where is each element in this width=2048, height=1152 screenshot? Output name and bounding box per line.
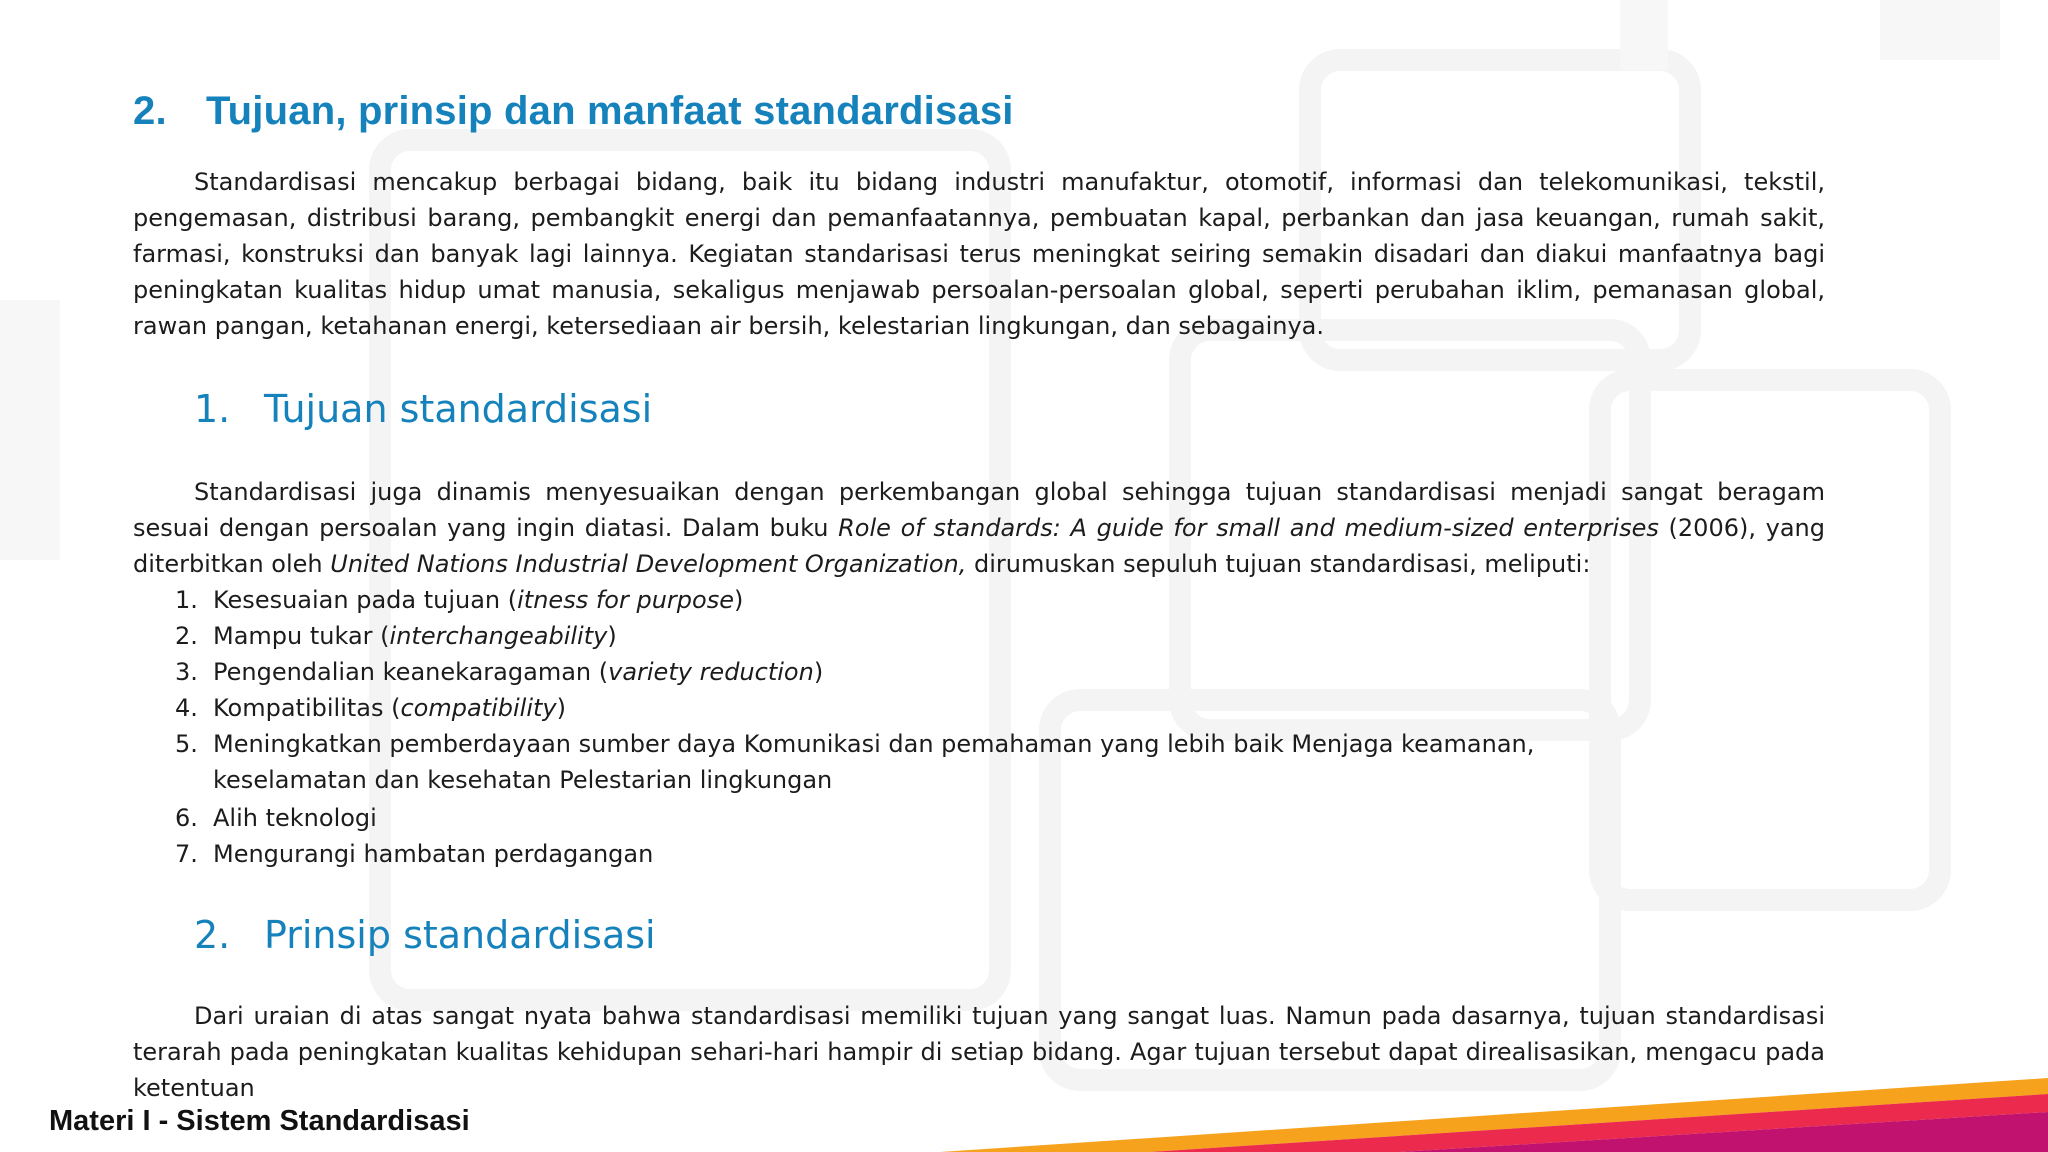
section-title: Tujuan, prinsip dan manfaat standardisasi <box>206 89 1014 133</box>
list-item-number: 7. <box>175 840 198 868</box>
subsection-title: Prinsip standardisasi <box>264 913 656 957</box>
list-item-term: itness for purpose <box>517 586 734 614</box>
goals-paragraph <box>133 474 1825 582</box>
list-item <box>175 726 1825 798</box>
goals-list <box>133 582 1825 872</box>
list-item-text: Meningkatkan pemberdayaan sumber daya Komunikasi dan pemahaman yang lebih baik Menjaga keamanan, keselamatan dan kesehatan Pelestarian lingkungan <box>213 730 1535 794</box>
list-item-number: 4. <box>175 694 198 722</box>
list-item-text <box>213 690 566 726</box>
list-item-term: variety reduction <box>608 658 814 686</box>
document-body <box>133 82 1825 1106</box>
subsection-number: 2. <box>194 913 231 957</box>
subsection-heading-goals <box>194 384 1825 434</box>
goals-paragraph-text-1: Standardisasi juga dinamis menyesuaikan dengan perkembangan global sehingga tujuan standardisasi menjadi sangat beragam sesuai dengan persoalan yang ingin diatasi. Dalam buku <box>133 478 1825 542</box>
list-item <box>175 836 1825 872</box>
section-number: 2. <box>133 89 167 133</box>
list-item-close: ) <box>813 658 824 686</box>
list-item-number: 1. <box>175 586 198 614</box>
intro-paragraph: Standardisasi mencakup berbagai bidang, baik itu bidang industri manufaktur, otomotif, informasi dan telekomunikasi, tekstil, pengemasan, distribusi barang, pembangkit energi dan pemanfaatannya, pembuatan kapal, perbankan dan jasa keuangan, rumah sakit, farmasi, konstruksi dan banyak lagi lainnya. Kegiatan standarisasi terus meningkat seiring semakin disadari dan diakui manfaatnya bagi peningkatan kualitas hidup umat manusia, sekaligus menjawab persoalan-persoalan global, seperti perubahan iklim, pemanasan global, rawan pangan, ketahanan energi, ketersediaan air bersih, kelestarian lingkungan, dan sebagainya. <box>133 168 1825 340</box>
list-item-text <box>213 618 617 654</box>
list-item-term: interchangeability <box>389 622 608 650</box>
goals-paragraph-text-3: dirumuskan sepuluh tujuan standardisasi, meliputi: <box>966 550 1591 578</box>
list-item <box>175 800 1825 836</box>
goals-paragraph-text-2: (2006), yang diterbitkan oleh <box>133 514 1826 578</box>
subsection-title: Tujuan standardisasi <box>264 387 653 431</box>
list-item-text: Mengurangi hambatan perdagangan <box>213 840 654 868</box>
list-item-term: compatibility <box>400 694 557 722</box>
list-item <box>175 690 1825 726</box>
list-item-text <box>213 654 823 690</box>
footer-label: Materi I - Sistem Standardisasi <box>49 1105 470 1137</box>
book-title: Role of standards: A guide for small and medium-sized enterprises <box>838 514 1659 542</box>
list-item-label: Pengendalian keanekaragaman ( <box>213 658 609 686</box>
list-item <box>175 582 1825 618</box>
list-item-close: ) <box>733 586 744 614</box>
list-item-label: Kompatibilitas ( <box>213 694 401 722</box>
list-item-label: Mampu tukar ( <box>213 622 390 650</box>
list-item-close: ) <box>556 694 566 722</box>
publisher-name: United Nations Industrial Development Organization, <box>330 550 967 578</box>
list-item-number: 2. <box>175 622 198 650</box>
subsection-number: 1. <box>194 387 231 431</box>
list-item-number: 5. <box>175 730 198 758</box>
list-item-close: ) <box>607 622 617 650</box>
list-item <box>175 618 1825 654</box>
list-item-number: 6. <box>175 804 198 832</box>
list-item-label: Kesesuaian pada tujuan ( <box>213 586 518 614</box>
principles-paragraph: Dari uraian di atas sangat nyata bahwa standardisasi memiliki tujuan yang sangat luas. Namun pada dasarnya, tujuan standardisasi terarah pada peningkatan kualitas kehidupan sehari-hari hampir di setiap bidang. Agar tujuan tersebut dapat direalisasikan, mengacu pada ketentuan <box>133 1002 1825 1102</box>
list-item-text: Alih teknologi <box>213 804 377 832</box>
list-item-number: 3. <box>175 658 198 686</box>
list-item <box>175 654 1825 690</box>
section-heading <box>133 82 1825 140</box>
list-item-text <box>213 582 743 618</box>
subsection-heading-principles <box>194 910 1825 960</box>
